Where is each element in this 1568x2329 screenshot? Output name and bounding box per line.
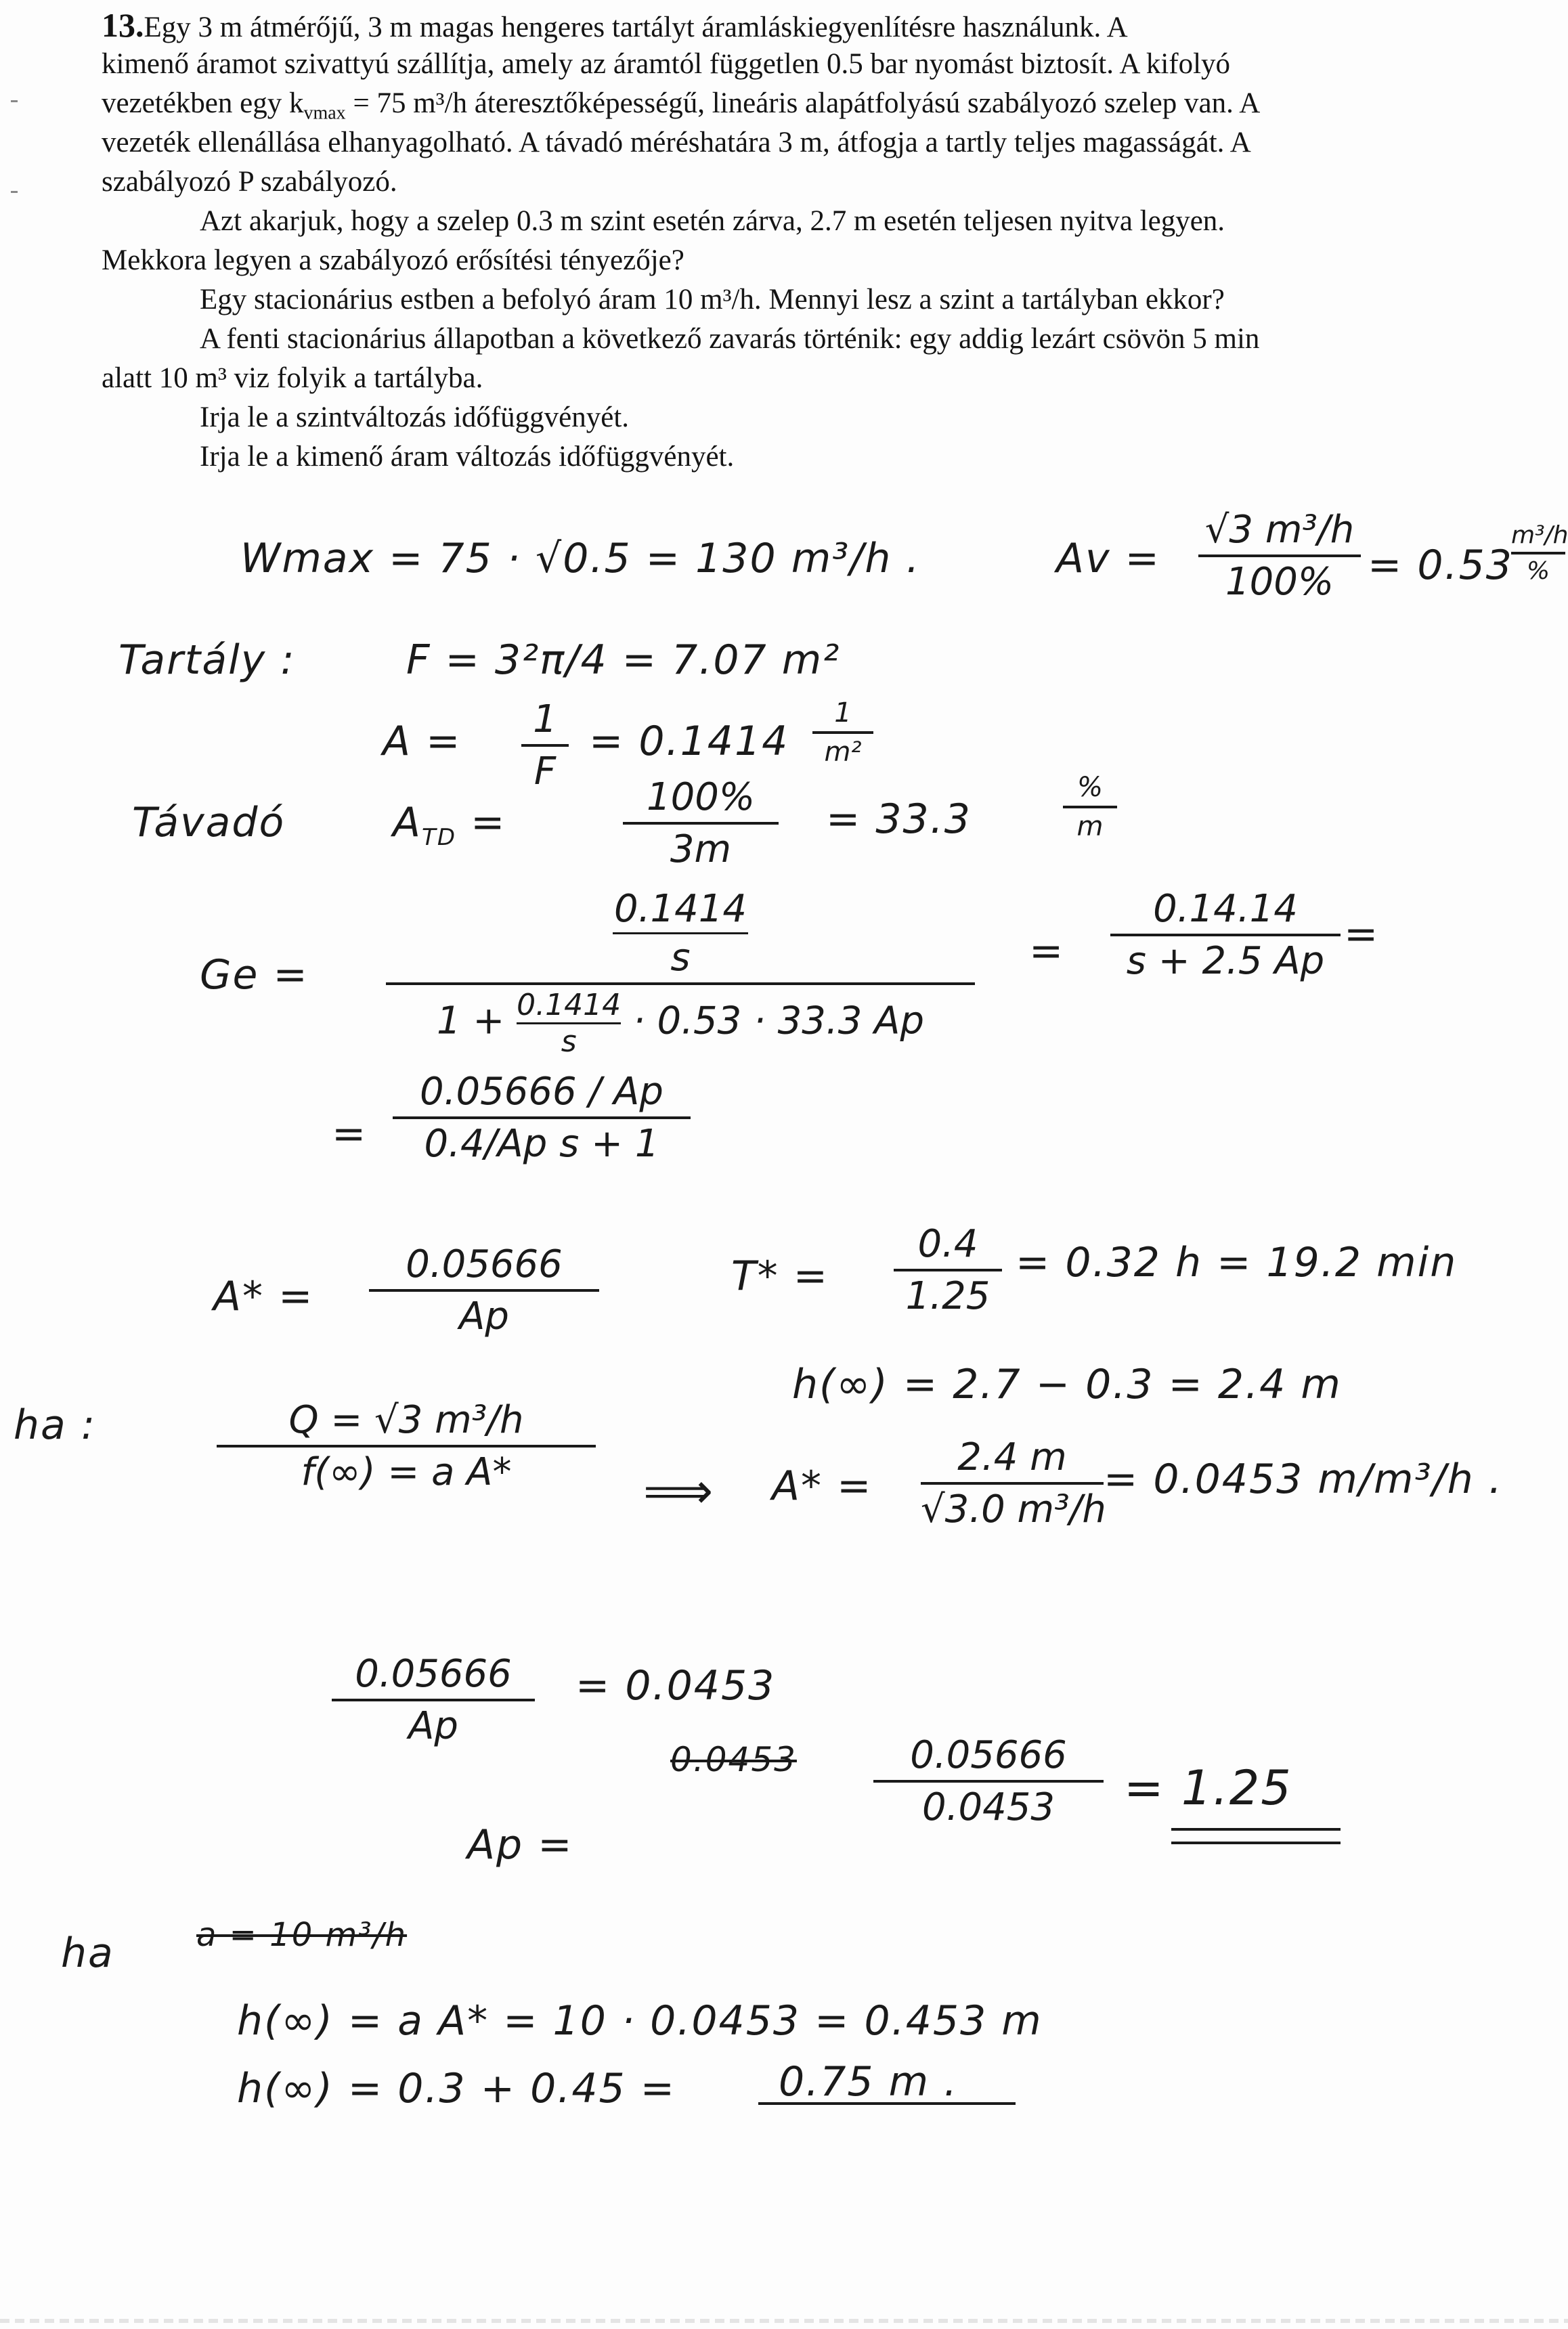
margin-mark [11,191,18,193]
question-line-5: alatt 10 m³ viz folyik a tartályba. [102,362,483,394]
tstar-label: T* = [731,1253,829,1300]
equation-result: = 0.0453 [575,1662,776,1710]
question-line-4: A fenti stacionárius állapotban a következő zavarás történik: egy addig lezárt csövön 5 min [200,323,1260,355]
kv-subscript: vmax [303,102,346,124]
problem-line-4: vezeték ellenállása elhanyagolható. A távadó méréshatára 3 m, átfogja a tartly teljes magasságát. A [102,127,1251,158]
av-label: Av = [1056,535,1160,582]
struck-value: 0.0453 [670,1740,797,1779]
problem-line-2: kimenő áramot szivattyú szállítja, amely az áramtól független 0.5 bar nyomást biztosít. A kifolyó [102,48,1231,80]
a-label: A = [383,718,462,765]
atd-unit: % m [1063,772,1117,842]
atd-label: $A_{TD}$ = [393,799,506,851]
ha-label-2: ha [61,1930,114,1977]
av-unit: m³/h % [1511,521,1568,585]
wmax-equation: Wmax = 75 · √0.5 = 130 m³/h . [240,535,921,582]
ge-equals-3: = [1344,911,1380,958]
av-fraction: √3 m³/h 100% [1198,508,1361,604]
ge-normalized-fraction: 0.05666 / Ap 0.4/Ap s + 1 [393,1070,691,1166]
question-line-1: Azt akarjuk, hogy a szelep 0.3 m szint esetén zárva, 2.7 m esetén teljesen nyitva legyen. [200,205,1225,237]
ha2-flow: a = 10 m³/h [196,1916,408,1954]
final-result-underline [758,2102,1016,2105]
h-infinity-equation: h(∞) = 2.7 − 0.3 = 2.4 m [792,1361,1342,1408]
problem-line-5: szabályozó P szabályozó. [102,166,397,198]
ap-result: = 1.25 [1124,1760,1292,1816]
astar-label: A* = [213,1273,314,1320]
atd-fraction: 100% 3m [623,775,779,871]
a-unit: 1 m² [812,697,873,768]
h3-equation: h(∞) = 0.3 + 0.45 = [237,2065,676,2112]
h2-equation: h(∞) = a A* = 10 · 0.0453 = 0.453 m [237,1997,1043,2045]
av-result: = 0.53 [1368,542,1513,589]
problem-line-1: 13.Egy 3 m átmérőjű, 3 m magas hengeres tartályt áramláskiegyenlítésre használunk. A [102,6,1128,44]
problem-statement [102,5,1462,477]
ap-fraction: 0.05666 0.0453 [873,1733,1104,1829]
astar2-result: = 0.0453 m/m³/h . [1104,1456,1503,1503]
problem-line-3: vezetékben egy $k_{vmax} = 75$ m³/h áteresztőképességű, lineáris alapátfolyású szabályozó szelep van. A [102,87,1261,124]
a-result: = 0.1414 [589,718,789,765]
question-line-6: Irja le a szintváltozás időfüggvényét. [200,401,630,433]
question-line-3: Egy stacionárius estben a befolyó áram 10 m³/h. Mennyi lesz a szint a tartályban ekkor? [200,284,1225,315]
transmitter-label: Távadó [132,799,286,846]
equation-fraction: 0.05666 Ap [332,1652,535,1748]
tstar-fraction: 0.4 1.25 [894,1222,1002,1318]
question-line-7: Irja le a kimenő áram változás időfüggvényét. [200,441,735,473]
question-line-2: Mekkora legyen a szabályozó erősítési tényezője? [102,244,684,276]
astar2-label: A* = [772,1462,873,1510]
atd-result: = 33.3 [826,796,972,843]
astar2-fraction: 2.4 m √3.0 m³/h [921,1435,1106,1531]
ge-label: Ge = [200,951,309,999]
tank-label: Tartály : [118,636,296,684]
ge-fraction: $\frac{0.1414}{s}$ 1 + $\frac{0.1414}{s}$ · 0.53 · 33.3 Ap [386,887,975,1059]
ha1-fraction: Q = √3 m³/h f(∞) = a A* [217,1398,596,1494]
final-result: 0.75 m . [779,2058,959,2106]
problem-number: 13. [102,6,144,44]
implies-arrow: ⟹ [643,1462,715,1519]
ap-label: Ap = [467,1821,573,1869]
margin-mark [11,100,18,102]
astar-fraction: 0.05666 Ap [369,1242,599,1338]
ge-fraction-2: 0.14.14 s + 2.5 Ap [1110,887,1341,983]
ha-label-1: ha : [14,1401,97,1449]
result-underline [1171,1828,1341,1831]
tstar-result: = 0.32 h = 19.2 min [1016,1239,1458,1286]
result-underline [1171,1842,1341,1844]
ge-equals-4: = [332,1110,368,1158]
tank-area-equation: F = 3²π/4 = 7.07 m² [406,636,841,684]
scan-edge [0,2319,1568,2323]
ge-equals-2: = [1029,928,1065,975]
a-fraction: 1 F [521,697,569,793]
